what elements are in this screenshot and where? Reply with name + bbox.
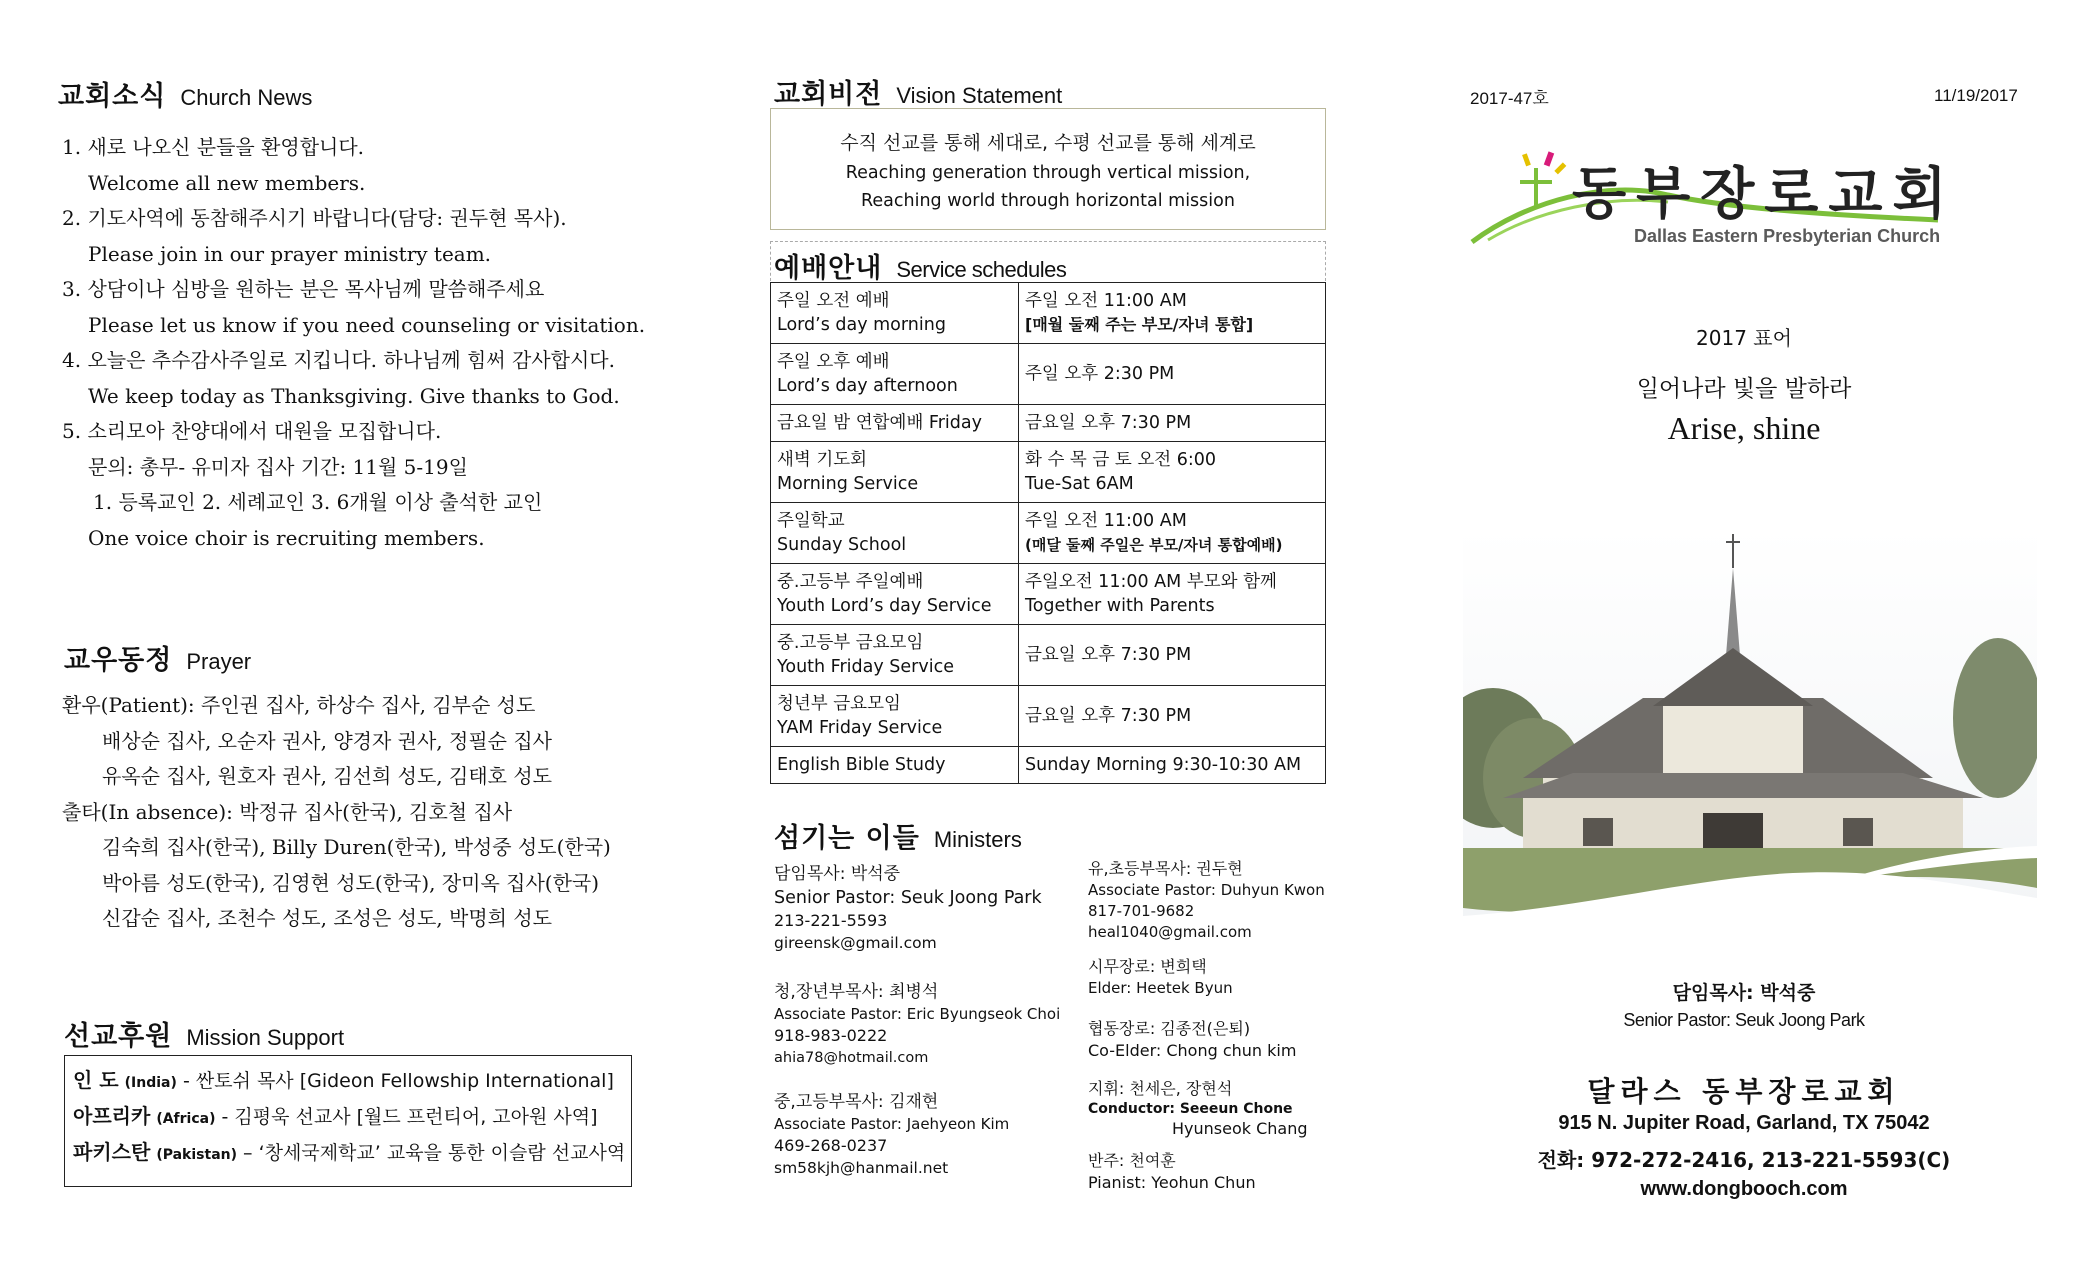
- minister-name: Associate Pastor: Eric Byungseok Choi: [774, 1005, 1061, 1023]
- church-news-title-ko: 교회소식: [58, 81, 167, 112]
- mission-row: [73, 1100, 623, 1136]
- lower-roof: [1503, 773, 1983, 798]
- prayer-line: 출타(In absence): 박정규 집사(한국), 김호철 집사: [62, 799, 513, 824]
- motto-en: Arise, shine: [1667, 410, 1821, 446]
- table-row: [771, 564, 1326, 625]
- service-time-cell: 금요일 오후 7:30 PM: [1019, 405, 1326, 442]
- service-name-cell: 주일 오전 예배 Lord’s day morning: [771, 283, 1019, 344]
- prayer-line: 배상순 집사, 오순자 권사, 양경자 권사, 정필순 집사: [102, 728, 552, 753]
- service-time-cell: 주일 오전 11:00 AM [매월 둘째 주는 부모/자녀 통합]: [1019, 283, 1326, 344]
- minister-title: 중,고등부목사: 김재현: [774, 1092, 939, 1112]
- mission-country: 인 도: [73, 1068, 119, 1092]
- prayer-line: 유옥순 집사, 원호자 권사, 김선희 성도, 김태호 성도: [102, 764, 552, 788]
- service-time-cell: 주일오전 11:00 AM 부모와 함께 Together with Parents: [1019, 564, 1326, 625]
- minister-title: 유,초등부목사: 권두현: [1088, 859, 1243, 878]
- minister-email: heal1040@gmail.com: [1088, 923, 1252, 941]
- service-schedule-table: [770, 282, 1326, 784]
- prayer-line: 김숙희 집사(한국), Billy Duren(한국), 박성중 성도(한국): [102, 835, 611, 859]
- service-name-cell: 주일학교 Sunday School: [771, 503, 1019, 564]
- news-line: 5. 소리모아 찬양대에서 대원을 모집합니다.: [62, 419, 442, 443]
- minister-conductor: [1088, 1078, 1338, 1139]
- ministers-title-ko: 섬기는 이들: [774, 823, 920, 854]
- service-name-cell: 중.고등부 주일예배 Youth Lord’s day Service: [771, 564, 1019, 625]
- minister-name: Pianist: Yeohun Chun: [1088, 1173, 1256, 1192]
- news-line: We keep today as Thanksgiving. Give thanks to God.: [88, 383, 620, 408]
- vision-statement-box: [770, 108, 1326, 230]
- mission-country-en: (Pakistan): [156, 1147, 238, 1163]
- mission-text: – ‘창세국제학교’ 교육을 통한 이슬람 선교사역: [237, 1142, 626, 1164]
- table-row: [771, 405, 1326, 442]
- vision-heading: [774, 72, 1062, 111]
- mission-row: [73, 1136, 626, 1172]
- church-name-en: Dallas Eastern Presbyterian Church: [1634, 226, 1941, 246]
- minister-title: 시무장로: 변희택: [1088, 957, 1207, 976]
- service-time-cell: 금요일 오후 7:30 PM: [1019, 625, 1326, 686]
- mission-country: 파키스탄: [73, 1140, 151, 1164]
- church-name-ko: 동부장로교회: [1572, 162, 1957, 227]
- service-time-cell: 주일 오전 11:00 AM (매달 둘째 주일은 부모/자녀 통합예배): [1019, 503, 1326, 564]
- church-address: 915 N. Jupiter Road, Garland, TX 75042: [1558, 1112, 1930, 1134]
- service-name-cell: English Bible Study: [771, 747, 1019, 784]
- ministers-heading: [774, 816, 1022, 855]
- mission-text: - 싼토쉬 목사 [Gideon Fellowship International]: [176, 1070, 614, 1092]
- prayer-line: 박아름 성도(한국), 김영현 성도(한국), 장미옥 집사(한국): [102, 870, 600, 895]
- minister-phone: 817-701-9682: [1088, 902, 1195, 920]
- church-news-title-en: Church News: [180, 85, 313, 110]
- vision-en-1: Reaching generation through vertical mission,: [845, 163, 1251, 183]
- logo-cross-vertical: [1534, 168, 1538, 206]
- table-row: [771, 503, 1326, 564]
- mission-text: - 김평욱 선교사 [월드 프런티어, 고아원 사역]: [215, 1106, 598, 1128]
- table-row: [771, 442, 1326, 503]
- table-row: [771, 283, 1326, 344]
- church-building-photo: [1463, 528, 2037, 916]
- table-row: [771, 747, 1326, 784]
- news-line: 문의: 총무- 유미자 집사 기간: 11월 5-19일: [88, 454, 468, 479]
- ministers-title-en: Ministers: [933, 827, 1022, 852]
- news-line: 4. 오늘은 추수감사주일로 지킵니다. 하나님께 힘써 감사합시다.: [62, 348, 615, 372]
- issue-date: 11/19/2017: [1934, 86, 2018, 105]
- minister-co-elder: [1088, 1018, 1338, 1061]
- prayer-title-ko: 교우동정: [64, 645, 173, 676]
- pastor-ko: 담임목사: 박석중: [1672, 982, 1816, 1004]
- minister-name: Conductor: Seeeun Chone: [1088, 1101, 1293, 1117]
- minister-email: sm58kjh@hanmail.net: [774, 1159, 949, 1177]
- mission-country-en: (India): [124, 1075, 177, 1091]
- news-line: 1. 등록교인 2. 세례교인 3. 6개월 이상 출석한 교인: [93, 490, 543, 514]
- prayer-line: 환우(Patient): 주인권 집사, 하상수 집사, 김부순 성도: [62, 693, 536, 717]
- service-title-ko: 예배안내: [774, 253, 883, 284]
- mission-title-ko: 선교후원: [64, 1021, 173, 1052]
- news-line: 1. 새로 나오신 분들을 환영합니다.: [62, 135, 365, 159]
- minister-associate-choi: [774, 980, 1084, 1070]
- church-news-list: [62, 130, 662, 556]
- prayer-list: [62, 688, 662, 937]
- minister-title: 담임목사: 박석중: [774, 864, 901, 884]
- logo-yellow-ray: [1554, 162, 1566, 174]
- entrance-door: [1703, 813, 1763, 853]
- minister-title: 반주: 천여훈: [1088, 1151, 1176, 1170]
- vision-ko: 수직 선교를 통해 세대로, 수평 선교를 통해 세계로: [840, 132, 1256, 154]
- service-time-cell: 주일 오후 2:30 PM: [1019, 344, 1326, 405]
- news-line: 3. 상담이나 심방을 원하는 분은 목사님께 말씀해주세요: [62, 277, 545, 301]
- minister-title: 청,장년부목사: 최병석: [774, 982, 939, 1002]
- minister-name: Senior Pastor: Seuk Joong Park: [774, 888, 1042, 908]
- minister-email: ahia78@hotmail.com: [774, 1050, 929, 1066]
- news-line: Please let us know if you need counseling or visitation.: [88, 312, 646, 337]
- service-name-cell: 금요일 밤 연합예배 Friday: [771, 405, 1019, 442]
- church-website: www.dongbooch.com: [1640, 1178, 1848, 1200]
- mission-support-box: [64, 1055, 632, 1187]
- service-time-cell: 화 수 목 금 토 오전 6:00 Tue-Sat 6AM: [1019, 442, 1326, 503]
- service-heading: [774, 246, 1066, 285]
- minister-name: Associate Pastor: Duhyun Kwon: [1088, 881, 1325, 899]
- church-news-heading: [58, 74, 312, 113]
- issue-number: 2017-47호: [1470, 89, 1549, 108]
- table-row: [771, 625, 1326, 686]
- church-phone: 전화: 972-272-2416, 213-221-5593(C): [1537, 1148, 1951, 1172]
- service-name-cell: 중.고등부 금요모임 Youth Friday Service: [771, 625, 1019, 686]
- service-title-en: Service schedules: [896, 257, 1067, 282]
- vision-title-en: Vision Statement: [896, 83, 1063, 108]
- vision-en-2: Reaching world through horizontal mission: [861, 191, 1235, 211]
- table-row: [771, 686, 1326, 747]
- mission-heading: [64, 1014, 344, 1053]
- minister-phone: 918-983-0222: [774, 1026, 888, 1045]
- logo-magenta-ray: [1544, 151, 1554, 166]
- service-time-cell: 금요일 오후 7:30 PM: [1019, 686, 1326, 747]
- table-row: [771, 344, 1326, 405]
- pastor-en: Senior Pastor: Seuk Joong Park: [1623, 1010, 1865, 1030]
- prayer-title-en: Prayer: [186, 649, 252, 674]
- logo-cross-horizontal: [1520, 180, 1552, 184]
- news-line: One voice choir is recruiting members.: [88, 525, 485, 550]
- mission-country-en: (Africa): [156, 1111, 216, 1127]
- service-name-cell: 청년부 금요모임 YAM Friday Service: [771, 686, 1019, 747]
- minister-name-2: Hyunseok Chang: [1172, 1119, 1308, 1138]
- footer-church-name: 달라스 동부장로교회: [1587, 1075, 1901, 1108]
- mission-row: [73, 1064, 623, 1100]
- mission-country: 아프리카: [73, 1104, 151, 1128]
- minister-associate-kim: [774, 1090, 1074, 1180]
- service-time-cell: Sunday Morning 9:30-10:30 AM: [1019, 747, 1326, 784]
- vision-title-ko: 교회비전: [774, 79, 883, 110]
- news-line: Please join in our prayer ministry team.: [88, 241, 492, 266]
- news-line: 2. 기도사역에 동참해주시기 바랍니다(담당: 권두현 목사).: [62, 206, 567, 230]
- service-name-cell: 새벽 기도회 Morning Service: [771, 442, 1019, 503]
- center-wall: [1663, 706, 1803, 778]
- minister-email: gireensk@gmail.com: [774, 934, 937, 952]
- news-line: Welcome all new members.: [88, 170, 366, 195]
- prayer-line: 신갑순 집사, 조천수 성도, 조성은 성도, 박명희 성도: [102, 906, 552, 930]
- cover-column: [1458, 0, 2058, 1275]
- minister-phone: 469-268-0237: [774, 1136, 888, 1155]
- minister-pianist: [1088, 1150, 1338, 1193]
- motto-ko: 일어나라 빛을 발하라: [1636, 376, 1852, 402]
- minister-title: 협동장로: 김종전(은퇴): [1088, 1019, 1251, 1038]
- minister-elder: [1088, 956, 1338, 999]
- minister-senior-pastor: [774, 862, 1074, 955]
- minister-phone: 213-221-5593: [774, 911, 888, 930]
- minister-name: Associate Pastor: Jaehyeon Kim: [774, 1115, 1010, 1133]
- minister-name: Co-Elder: Chong chun kim: [1088, 1041, 1297, 1060]
- mission-title-en: Mission Support: [186, 1025, 345, 1050]
- minister-associate-kwon: [1088, 858, 1338, 943]
- service-name-cell: 주일 오후 예배 Lord’s day afternoon: [771, 344, 1019, 405]
- motto-year: 2017 표어: [1696, 326, 1792, 350]
- logo-yellow-ray-2: [1522, 153, 1531, 166]
- minister-title: 지휘: 천세은, 장현석: [1088, 1079, 1233, 1098]
- minister-name: Elder: Heetek Byun: [1088, 979, 1233, 997]
- prayer-heading: [64, 638, 251, 677]
